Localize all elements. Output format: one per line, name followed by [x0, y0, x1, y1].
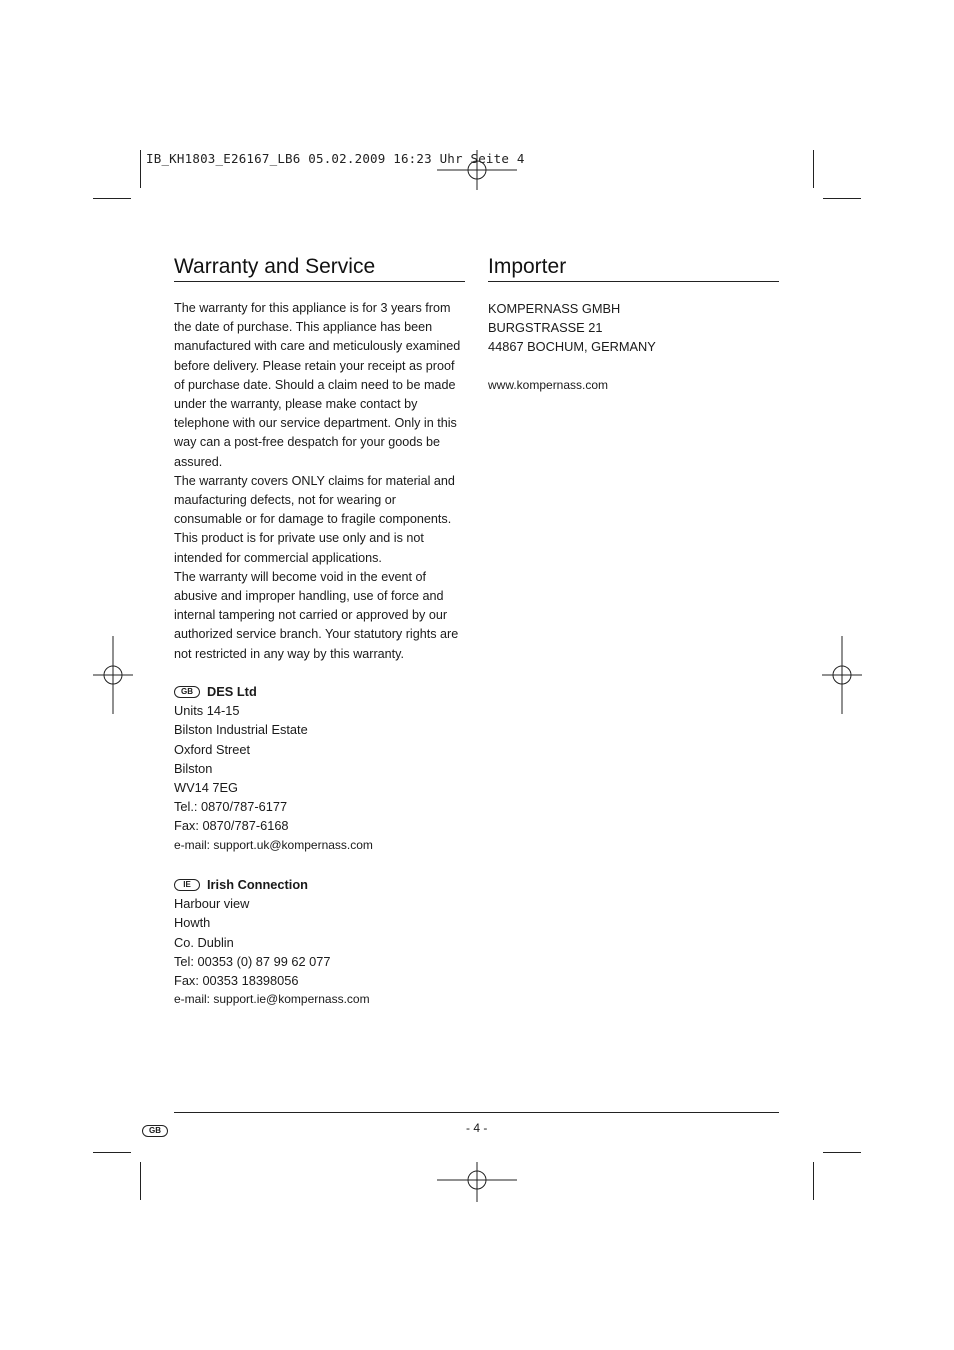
crop-mark: [140, 150, 141, 188]
importer-address: [488, 299, 656, 395]
registration-mark-left: [93, 636, 133, 714]
importer-website-link[interactable]: www.kompernass.com: [488, 377, 609, 392]
crop-mark: [813, 1162, 814, 1200]
warranty-paragraph: The warranty for this appliance is for 3 years from the date of purchase. This appliance has been manufactured with care and meticulously examined before delivery. Please retain your receipt as proof of purchase date. Should a claim need to be made under the warranty, please make contact by telephone with our service department. Only in this way can a post-free despatch for your goods be assured.: [174, 301, 461, 469]
address-line: Harbour view: [174, 896, 250, 912]
footer-rule: [174, 1112, 779, 1113]
warranty-heading-rule: [174, 281, 465, 282]
service-company-name: DES Ltd: [207, 684, 257, 699]
address-line: WV14 7EG: [174, 780, 239, 796]
print-slug: IB_KH1803_E26167_LB6 05.02.2009 16:23 Uhr Seite 4: [146, 151, 525, 166]
page-number: - 4 -: [466, 1121, 488, 1135]
importer-line: 44867 BOCHUM, GERMANY: [488, 339, 656, 355]
fax-line: Fax: 0870/787-6168: [174, 818, 289, 834]
address-line: Oxford Street: [174, 741, 251, 757]
email-line: e-mail: support.uk@kompernass.com: [174, 837, 373, 852]
service-address-gb: [174, 682, 373, 855]
service-company-row: [174, 875, 370, 894]
phone-line: Tel.: 0870/787-6177: [174, 799, 288, 815]
country-badge-ie: IE: [174, 879, 200, 891]
service-address-ie: [174, 875, 370, 1009]
importer-heading-rule: [488, 281, 779, 282]
crop-mark: [93, 198, 131, 199]
crop-mark: [823, 1152, 861, 1153]
address-line: Howth: [174, 915, 211, 931]
crop-mark: [813, 150, 814, 188]
address-line: Co. Dublin: [174, 934, 234, 950]
phone-line: Tel: 00353 (0) 87 99 62 077: [174, 953, 331, 969]
address-line: Units 14-15: [174, 703, 240, 719]
crop-mark: [93, 1152, 131, 1153]
fax-line: Fax: 00353 18398056: [174, 973, 299, 989]
warranty-paragraph: The warranty covers ONLY claims for material and maufacturing defects, not for wearing or consumable or for damage to fragile components. This product is for private use only and is not intended for commercial applications.: [174, 473, 455, 565]
registration-mark-right: [822, 636, 862, 714]
importer-line: BURGSTRASSE 21: [488, 320, 603, 336]
warranty-text: [174, 299, 466, 664]
importer-heading: Importer: [488, 255, 567, 278]
address-line: Bilston: [174, 760, 213, 776]
language-badge-gb: GB: [142, 1125, 168, 1137]
registration-mark-bottom: [437, 1162, 517, 1202]
warranty-heading: Warranty and Service: [174, 255, 376, 278]
address-line: Bilston Industrial Estate: [174, 722, 308, 738]
crop-mark: [823, 198, 861, 199]
email-line: e-mail: support.ie@kompernass.com: [174, 992, 370, 1007]
service-company-row: [174, 682, 373, 701]
importer-line: KOMPERNASS GMBH: [488, 301, 621, 316]
crop-mark: [140, 1162, 141, 1200]
country-badge-gb: GB: [174, 686, 200, 698]
warranty-paragraph: The warranty will become void in the event of abusive and improper handling, use of force and internal tampering not carried or approved by our authorized service branch. Your statutory rights are not restricted in any way by this warranty.: [174, 569, 459, 661]
registration-mark-top: [437, 150, 517, 190]
service-company-name: Irish Connection: [207, 877, 308, 892]
